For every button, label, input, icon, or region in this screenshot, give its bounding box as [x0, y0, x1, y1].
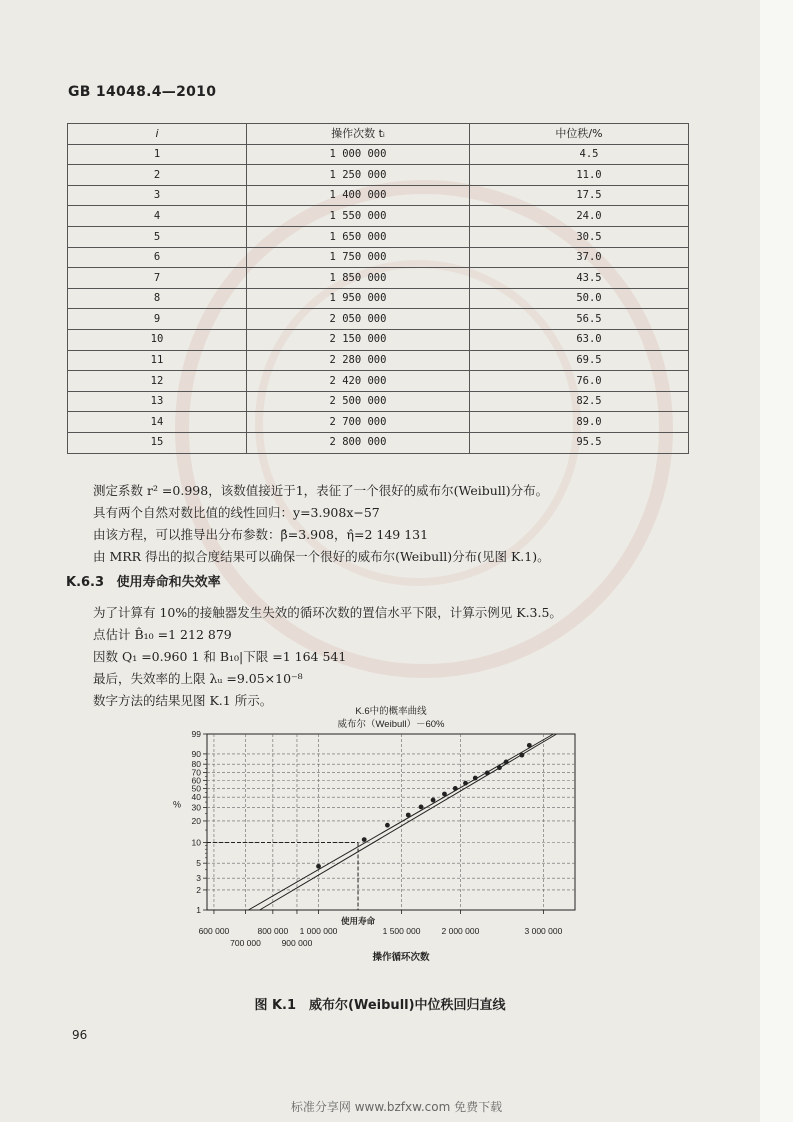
y-tick-label: 90	[191, 748, 201, 759]
table-cell: 1	[68, 144, 247, 165]
table-cell: 1 950 000	[247, 288, 470, 309]
y-tick-label: 2	[196, 884, 201, 895]
table-cell: 10	[68, 329, 247, 350]
data-point	[362, 837, 367, 842]
data-point	[463, 781, 468, 786]
table-row	[68, 165, 689, 186]
data-point	[442, 792, 447, 797]
table-row	[68, 391, 689, 412]
table-cell: 2	[68, 165, 247, 186]
table-cell: 2 800 000	[247, 432, 470, 453]
table-cell: 76.0	[470, 371, 689, 392]
table-row	[68, 309, 689, 330]
x-tick-label: 600 000	[198, 926, 230, 936]
chart-title: K.6中的概率曲线	[355, 706, 427, 717]
y-tick-label: 20	[191, 815, 201, 826]
paragraph-mrr: 由 MRR 得出的拟合度结果可以确保一个很好的威布尔(Weibull)分布(见图 K.1)。	[93, 549, 550, 564]
median-rank-table	[67, 123, 689, 454]
data-point	[385, 823, 390, 828]
table-cell: 2 700 000	[247, 412, 470, 433]
table-cell: 89.0	[470, 412, 689, 433]
table-cell: 4	[68, 206, 247, 227]
paragraph-point-estimate: 点估计 B̂₁₀ =1 212 879	[93, 627, 232, 642]
table-cell: 50.0	[470, 288, 689, 309]
table-cell: 43.5	[470, 268, 689, 289]
paragraph-factor: 因数 Q₁ =0.960 1 和 B₁₀|下限 =1 164 541	[93, 649, 347, 664]
table-cell: 95.5	[470, 432, 689, 453]
y-tick-label: 60	[191, 775, 201, 786]
y-tick-label: 10	[191, 837, 201, 848]
table-row	[68, 329, 689, 350]
table-cell: 1 750 000	[247, 247, 470, 268]
table-row	[68, 371, 689, 392]
y-tick-label: 40	[191, 792, 201, 803]
table-cell: 11	[68, 350, 247, 371]
data-point	[473, 776, 478, 781]
paragraph-failure-rate: 最后，失效率的上限 λᵤ =9.05×10⁻⁸	[93, 671, 303, 686]
table-row	[68, 185, 689, 206]
x-tick-label: 900 000	[281, 938, 313, 948]
figure-caption: 图 K.1 威布尔(Weibull)中位秩回归直线	[254, 998, 506, 1013]
x-tick-label: 800 000	[257, 926, 289, 936]
page-number: 96	[72, 1028, 88, 1042]
section-number: K.6.3	[66, 575, 105, 590]
table-cell: 2 050 000	[247, 309, 470, 330]
y-tick-label: 30	[191, 802, 201, 813]
table-cell: 1 850 000	[247, 268, 470, 289]
chart-subtitle: 威布尔（Weibull）－60%	[337, 719, 445, 730]
table-cell: 2 280 000	[247, 350, 470, 371]
section-title: 使用寿命和失效率	[116, 575, 221, 590]
data-point	[497, 765, 502, 770]
table-cell: 37.0	[470, 247, 689, 268]
table-cell: 1 000 000	[247, 144, 470, 165]
table-row	[68, 288, 689, 309]
data-point	[419, 805, 424, 810]
table-cell: 63.0	[470, 329, 689, 350]
x-tick-label: 700 000	[230, 938, 261, 948]
table-cell: 56.5	[470, 309, 689, 330]
table-cell: 5	[68, 226, 247, 247]
table-cell: 2 150 000	[247, 329, 470, 350]
y-tick-label: 80	[191, 759, 201, 770]
table-cell: 8	[68, 288, 247, 309]
y-tick-label: 1	[196, 905, 201, 915]
table-cell: 1 400 000	[247, 185, 470, 206]
table-cell: 82.5	[470, 391, 689, 412]
table-cell: 3	[68, 185, 247, 206]
table-cell: 1 650 000	[247, 226, 470, 247]
paragraph-parameters: 由该方程，可以推导出分布参数：β̂=3.908，η̂=2 149 131	[93, 527, 429, 542]
table-cell: 69.5	[470, 350, 689, 371]
table-row	[68, 412, 689, 433]
y-tick-label: 99	[191, 729, 201, 739]
data-point	[504, 760, 509, 765]
table-row	[68, 226, 689, 247]
page-edge	[760, 0, 793, 1122]
table-header-cell: 中位秩/%	[470, 124, 689, 145]
table-cell: 6	[68, 247, 247, 268]
weibull-probability-chart	[175, 700, 595, 970]
data-point	[406, 813, 411, 818]
y-axis-label: %	[173, 799, 182, 810]
paragraph-numeric-method: 数字方法的结果见图 K.1 所示。	[93, 693, 273, 708]
data-point	[316, 864, 321, 869]
table-row	[68, 268, 689, 289]
table-row	[68, 350, 689, 371]
table-cell: 1 250 000	[247, 165, 470, 186]
plot-frame	[207, 734, 575, 910]
data-point	[527, 743, 532, 748]
table-cell: 7	[68, 268, 247, 289]
table-cell: 4.5	[470, 144, 689, 165]
table-row	[68, 432, 689, 453]
x-tick-label: 2 000 000	[441, 926, 480, 936]
table-cell: 17.5	[470, 185, 689, 206]
table-cell: 30.5	[470, 226, 689, 247]
x-tick-label: 1 500 000	[382, 926, 421, 936]
y-tick-label: 50	[191, 783, 201, 794]
regression-line	[260, 734, 557, 910]
table-row	[68, 206, 689, 227]
table-cell: 13	[68, 391, 247, 412]
table-cell: 1 550 000	[247, 206, 470, 227]
standard-number: GB 14048.4—2010	[68, 84, 217, 100]
x-tick-label: 1 000 000	[299, 926, 338, 936]
table-row	[68, 247, 689, 268]
y-tick-label: 3	[196, 873, 201, 884]
table-cell: 15	[68, 432, 247, 453]
table-cell: 24.0	[470, 206, 689, 227]
y-tick-label: 5	[196, 858, 201, 869]
annotation-label: 使用寿命	[341, 916, 376, 926]
table-cell: 2 500 000	[247, 391, 470, 412]
data-point	[453, 786, 458, 791]
table-cell: 2 420 000	[247, 371, 470, 392]
paragraph-r2: 测定系数 r² =0.998，该数值接近于1，表征了一个很好的威布尔(Weibull)分布。	[93, 483, 549, 498]
data-point	[519, 753, 524, 758]
x-tick-label: 3 000 000	[524, 926, 563, 936]
y-tick-label: 70	[191, 767, 201, 778]
data-point	[485, 771, 490, 776]
paragraph-confidence: 为了计算有 10%的接触器发生失效的循环次数的置信水平下限，计算示例见 K.3.5。	[93, 605, 562, 620]
table-header-cell: 操作次数 tᵢ	[247, 124, 470, 145]
section-heading	[66, 571, 229, 590]
table-row	[68, 144, 689, 165]
table-cell: 9	[68, 309, 247, 330]
x-axis-label: 操作循环次数	[372, 952, 430, 963]
table-header-cell: i	[68, 124, 247, 145]
table-cell: 11.0	[470, 165, 689, 186]
footer-watermark: 标准分享网 www.bzfxw.com 免费下载	[290, 1100, 503, 1114]
data-point	[431, 798, 436, 803]
table-cell: 12	[68, 371, 247, 392]
paragraph-regression: 具有两个自然对数比值的线性回归：y=3.908x−57	[93, 505, 380, 520]
table-header-row	[68, 124, 689, 145]
table-cell: 14	[68, 412, 247, 433]
